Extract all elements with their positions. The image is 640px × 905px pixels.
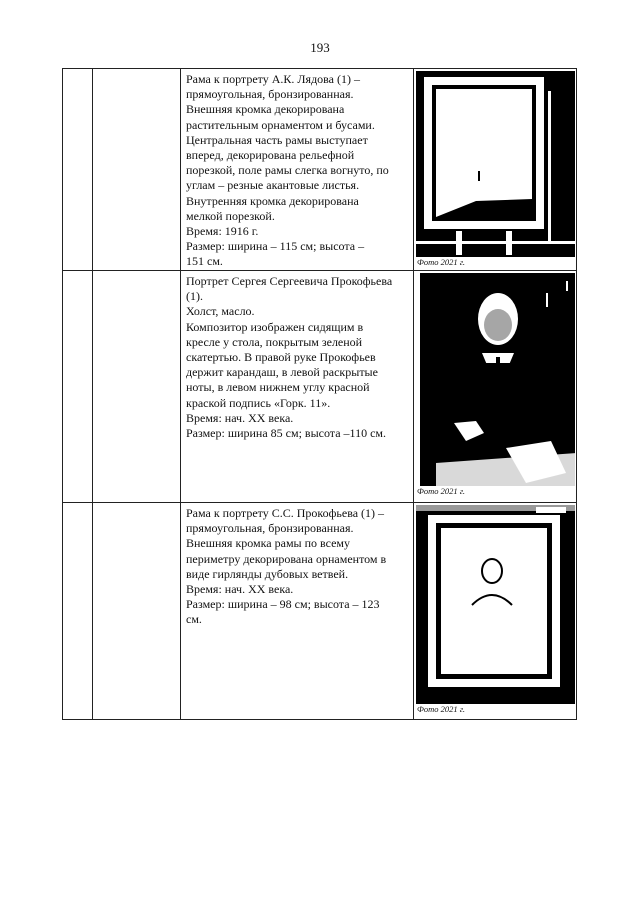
- photo-caption: Фото 2021 г.: [417, 486, 466, 496]
- description-line: виде гирлянды дубовых ветвей.: [186, 566, 349, 581]
- description-line: Холст, масло.: [186, 304, 255, 319]
- description-line: Время: нач. XX века.: [186, 410, 294, 425]
- description-line: Внутренняя кромка декорирована: [186, 193, 359, 208]
- photo-cell: [414, 69, 577, 271]
- description-line: углам – резные акантовые листья.: [186, 178, 360, 193]
- photo-caption: Фото 2021 г.: [417, 257, 466, 267]
- description-line: прямоугольная, бронзированная.: [186, 521, 354, 536]
- description-line: (1).: [186, 289, 203, 304]
- number-cell: [63, 503, 93, 720]
- number-cell: [63, 69, 93, 271]
- description-line: растительным орнаментом и бусами.: [186, 117, 375, 132]
- description-line: периметру декорирована орнаментом в: [186, 551, 387, 566]
- description: [181, 271, 413, 441]
- description: [181, 503, 413, 628]
- description-line: прямоугольная, бронзированная.: [186, 87, 354, 102]
- description-line: Время: 1916 г.: [186, 224, 259, 239]
- location-cell: [93, 271, 181, 503]
- description-line: краской подпись «Горк. 11».: [186, 395, 331, 410]
- frame-photo-image: [416, 505, 575, 704]
- description: [181, 69, 413, 270]
- description-line: Размер: ширина 85 см; высота –110 см.: [186, 426, 386, 441]
- description-cell: [181, 271, 414, 503]
- description-line: Композитор изображен сидящим в: [186, 319, 364, 334]
- description-line: Время: нач. XX века.: [186, 582, 294, 597]
- description-line: Портрет Сергея Сергеевича Прокофьева: [186, 274, 393, 288]
- description-line: мелкой порезкой.: [186, 208, 275, 223]
- description-line: Рама к портрету С.С. Прокофьева (1) –: [186, 506, 385, 520]
- description-line: ноты, в левом нижнем углу красной: [186, 380, 370, 395]
- table-row: [63, 271, 577, 503]
- frame-photo-image: [416, 71, 575, 257]
- location-cell: [93, 69, 181, 271]
- location-cell: [93, 503, 181, 720]
- description-line: держит карандаш, в левой раскрытые: [186, 365, 378, 380]
- description-line: Центральная часть рамы выступает: [186, 132, 368, 147]
- portrait-photo: [416, 273, 575, 486]
- register-table: [62, 68, 577, 720]
- description-line: Рама к портрету А.К. Лядова (1) –: [186, 72, 360, 86]
- description-line: вперед, декорирована рельефной: [186, 148, 355, 163]
- page-number: 193: [310, 40, 330, 55]
- frame-photo: [416, 505, 575, 704]
- photo-caption: Фото 2021 г.: [417, 704, 466, 714]
- description-line: 151 см.: [186, 254, 223, 269]
- description-line: Внешняя кромка декорирована: [186, 102, 345, 117]
- photo-cell: [414, 271, 577, 503]
- description-line: порезкой, поле рамы слегка вогнуто, по: [186, 163, 389, 178]
- description-line: скатертью. В правой руке Прокофьев: [186, 350, 376, 365]
- frame-photo: [416, 71, 575, 257]
- description-cell: [181, 503, 414, 720]
- description-line: Размер: ширина – 115 см; высота –: [186, 239, 365, 254]
- portrait-photo-image: [416, 273, 575, 486]
- description-line: Внешняя кромка рамы по всему: [186, 536, 351, 551]
- description-line: Размер: ширина – 98 см; высота – 123: [186, 597, 380, 612]
- description-cell: [181, 69, 414, 271]
- table-row: [63, 69, 577, 271]
- table-row: [63, 503, 577, 720]
- photo-cell: [414, 503, 577, 720]
- description-line: см.: [186, 612, 202, 627]
- description-line: кресле у стола, покрытым зеленой: [186, 334, 363, 349]
- number-cell: [63, 271, 93, 503]
